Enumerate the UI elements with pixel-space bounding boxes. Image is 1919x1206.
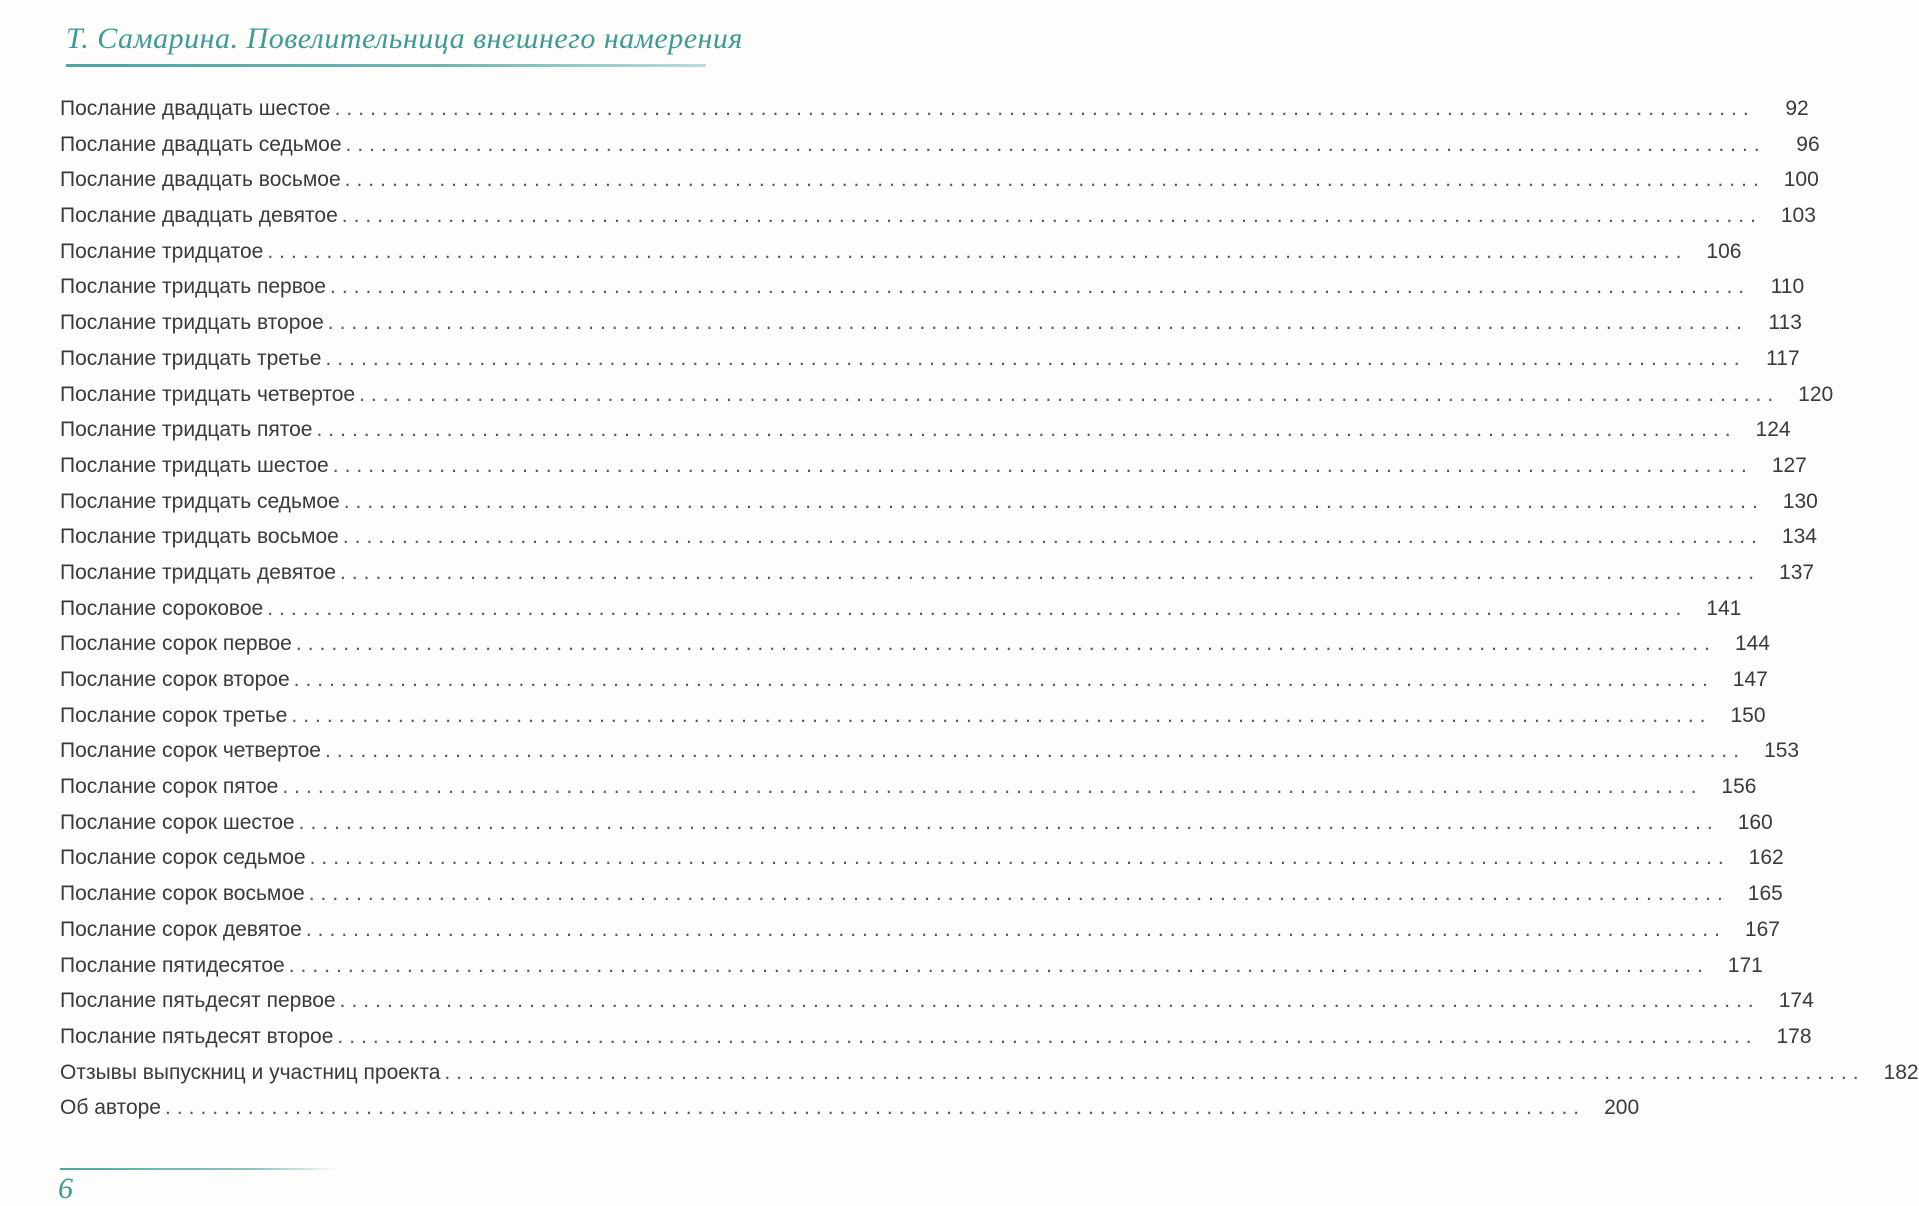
toc-entry-page: 96	[1796, 132, 1820, 156]
toc-entry-page: 171	[1727, 953, 1763, 977]
dot-leader: ........................................................................................................................	[309, 846, 1730, 870]
toc-entry-page: 106	[1706, 239, 1742, 263]
toc-entry-page: 200	[1604, 1096, 1640, 1120]
toc-entry[interactable]	[60, 311, 1802, 347]
toc-entry-page: 150	[1730, 703, 1766, 727]
toc-entry-page: 141	[1706, 596, 1742, 620]
toc-entry-title: Послание сороковое	[60, 596, 264, 620]
toc-entry-title: Послание тридцать первое	[60, 275, 326, 299]
toc-entry-title: Послание сорок третье	[60, 703, 288, 727]
toc-entry[interactable]	[60, 775, 1757, 811]
page-number: 6	[58, 1172, 73, 1205]
toc-entry[interactable]	[60, 953, 1763, 990]
dot-leader: ........................................................................................................................	[316, 418, 1737, 442]
toc-entry-page: 178	[1776, 1024, 1812, 1048]
toc-entry-title: Послание пятьдесят второе	[60, 1024, 334, 1048]
toc-entry-title: Послание сорок седьмое	[60, 846, 306, 870]
toc-entry-page: 182	[1883, 1060, 1919, 1084]
toc-entry[interactable]	[60, 596, 1742, 633]
toc-entry-title: Послание двадцать седьмое	[60, 132, 342, 156]
toc-entry-title: Об авторе	[60, 1096, 161, 1120]
toc-entry[interactable]	[60, 489, 1818, 526]
toc-entry-page: 162	[1748, 846, 1784, 870]
toc-entry-title: Послание сорок восьмое	[60, 882, 305, 906]
dot-leader: ........................................................................................................................	[341, 204, 1762, 228]
toc-entry-page: 144	[1734, 632, 1770, 656]
toc-entry-title: Послание пятидесятое	[60, 953, 285, 977]
toc-entry-title: Послание сорок шестое	[60, 810, 295, 834]
dot-leader: ........................................................................................................................	[329, 275, 1751, 299]
dot-leader: ........................................................................................................................	[325, 346, 1746, 370]
toc-entry-title: Послание тридцать девятое	[60, 560, 336, 584]
dot-leader: ........................................................................................................................	[337, 1024, 1758, 1048]
toc-entry-page: 137	[1779, 560, 1815, 584]
toc-entry[interactable]	[60, 882, 1783, 918]
dot-leader: ........................................................................................................................	[339, 989, 1760, 1013]
toc-entry[interactable]	[60, 239, 1742, 276]
toc-entry[interactable]	[60, 132, 1820, 169]
toc-entry-title: Отзывы выпускниц и участниц проекта	[60, 1060, 441, 1084]
toc-entry-page: 103	[1780, 204, 1816, 228]
dot-leader: ........................................................................................................................	[267, 239, 1688, 263]
toc-entry[interactable]	[60, 632, 1770, 668]
dot-leader: ........................................................................................................................	[298, 810, 1719, 834]
toc-entry[interactable]	[60, 204, 1816, 240]
toc-entry-title: Послание тридцать пятое	[60, 418, 313, 442]
toc-entry-page: 127	[1771, 453, 1807, 477]
toc-entry-title: Послание тридцать шестое	[60, 453, 329, 477]
toc-entry-title: Послание тридцать седьмое	[60, 489, 340, 513]
toc-entry-page: 117	[1766, 346, 1800, 370]
table-of-contents	[60, 97, 1919, 1132]
dot-leader: ........................................................................................................................	[324, 739, 1746, 763]
toc-entry[interactable]	[60, 418, 1791, 454]
toc-entry[interactable]	[60, 560, 1815, 597]
toc-entry-page: 124	[1755, 418, 1791, 442]
toc-entry-page: 120	[1798, 382, 1834, 406]
toc-entry-page: 174	[1778, 989, 1814, 1013]
dot-leader: ........................................................................................................................	[293, 668, 1714, 691]
toc-entry-page: 160	[1737, 810, 1773, 834]
toc-entry-page: 113	[1768, 311, 1802, 335]
dot-leader: ........................................................................................................................	[343, 489, 1764, 513]
toc-entry[interactable]	[60, 1060, 1919, 1097]
dot-leader: ........................................................................................................................	[339, 560, 1761, 584]
toc-entry[interactable]	[60, 453, 1807, 490]
dot-leader: ........................................................................................................................	[334, 97, 1755, 120]
toc-entry-title: Послание двадцать восьмое	[60, 168, 341, 192]
toc-entry-title: Послание сорок девятое	[60, 917, 302, 941]
toc-entry-page: 153	[1764, 739, 1800, 763]
dot-leader: ........................................................................................................................	[282, 775, 1703, 799]
toc-entry-title: Послание тридцать третье	[60, 346, 322, 370]
footer-rule	[60, 1168, 340, 1170]
toc-entry[interactable]	[60, 1024, 1812, 1061]
running-header-title: Т. Самарина. Повелительница внешнего намерения	[66, 22, 743, 55]
header-rule	[66, 64, 706, 67]
toc-entry[interactable]	[60, 703, 1766, 740]
toc-entry-page: 147	[1732, 668, 1768, 691]
toc-entry-title: Послание тридцатое	[60, 239, 264, 263]
toc-entry[interactable]	[60, 989, 1814, 1025]
toc-entry-title: Послание тридцать четвертое	[60, 382, 356, 406]
toc-entry[interactable]	[60, 917, 1780, 954]
toc-entry-page: 156	[1721, 775, 1757, 799]
toc-entry[interactable]	[60, 382, 1834, 419]
toc-entry[interactable]	[60, 846, 1784, 882]
dot-leader: ........................................................................................................................	[345, 132, 1766, 156]
dot-leader: ........................................................................................................................	[327, 311, 1748, 335]
toc-entry-title: Послание сорок четвертое	[60, 739, 321, 763]
toc-entry[interactable]	[60, 168, 1819, 204]
dot-leader: ........................................................................................................................	[359, 382, 1780, 406]
toc-entry-title: Послание сорок второе	[60, 668, 290, 691]
toc-entry[interactable]	[60, 739, 1800, 775]
toc-entry-page: 130	[1782, 489, 1818, 513]
dot-leader: ........................................................................................................................	[291, 703, 1712, 727]
toc-entry[interactable]	[60, 525, 1817, 561]
toc-entry-title: Послание двадцать девятое	[60, 204, 338, 228]
toc-entry-page: 92	[1785, 97, 1809, 120]
dot-leader: ........................................................................................................................	[295, 632, 1716, 656]
toc-entry-title: Послание тридцать второе	[60, 311, 324, 335]
toc-entry[interactable]	[60, 668, 1768, 704]
toc-entry[interactable]	[60, 810, 1773, 847]
toc-entry[interactable]	[60, 275, 1805, 311]
dot-leader: ........................................................................................................................	[305, 917, 1726, 941]
toc-entry-page: 100	[1783, 168, 1819, 192]
toc-entry[interactable]	[60, 1096, 1640, 1132]
dot-leader: ........................................................................................................................	[332, 453, 1753, 477]
toc-entry-title: Послание сорок пятое	[60, 775, 279, 799]
toc-entry-title: Послание сорок первое	[60, 632, 292, 656]
toc-entry-page: 167	[1744, 917, 1780, 941]
dot-leader: ........................................................................................................................	[308, 882, 1729, 906]
toc-entry-title: Послание двадцать шестое	[60, 97, 331, 120]
dot-leader: ........................................................................................................................	[288, 953, 1709, 977]
dot-leader: ........................................................................................................................	[444, 1060, 1865, 1084]
dot-leader: ........................................................................................................................	[267, 596, 1688, 620]
toc-entry-page: 165	[1747, 882, 1783, 906]
dot-leader: ........................................................................................................................	[342, 525, 1763, 549]
toc-entry-page: 110	[1770, 275, 1805, 299]
dot-leader: ........................................................................................................................	[165, 1096, 1586, 1120]
toc-entry-title: Послание пятьдесят первое	[60, 989, 336, 1013]
toc-entry-title: Послание тридцать восьмое	[60, 525, 339, 549]
toc-entry[interactable]	[60, 346, 1800, 383]
toc-entry-page: 134	[1781, 525, 1817, 549]
toc-entry[interactable]	[60, 97, 1809, 133]
dot-leader: ........................................................................................................................	[344, 168, 1765, 192]
